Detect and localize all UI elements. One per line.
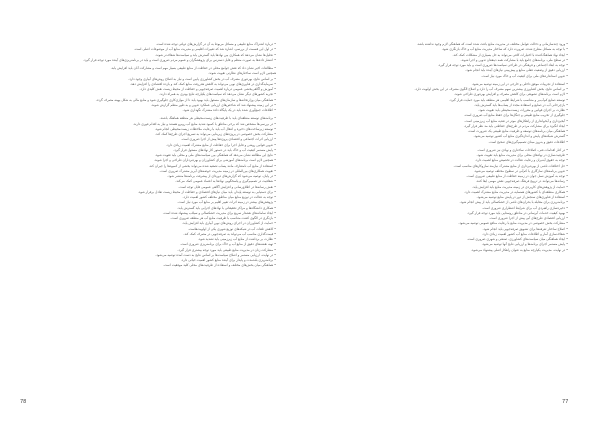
text-line: • هماهنگی میان بخش‌های مختلف و استفاده از ظرفیت‌های محلی کلید موفقیت است. [163, 263, 276, 268]
text-line: • در بررسی‌ها مشخص شد که برخی مناطق با کمبود شدید منابع آب روبرو هستند و نیاز به اقدام فوری دارند. [132, 121, 276, 126]
text-line: • پژوهش‌های بیشتر در زمینه اثرات تغییر اقلیم بر منابع آب مورد نیاز است. [177, 200, 276, 205]
left-page-number: 78 [20, 399, 27, 405]
text-line: • تدوین برنامه‌های سازگاری با کم‌آبی در سطوح مختلف توصیه می‌شود. [473, 168, 568, 173]
text-line: • نتایج این مطالعه نشان می‌دهد که هماهنگی بین سیاست‌های ملی و محلی باید تقویت شود. [154, 153, 276, 157]
right-page-number: 77 [562, 399, 569, 405]
text-line: همچنین لازم است ساختارهای نظارتی تقویت شوند. [208, 71, 276, 76]
text-line: • آموزش و آگاهی‌بخشی عمومی درباره اهمیت صرفه‌جویی و حفاظت از محیط زیست نقش کلیدی دارد. [139, 87, 276, 91]
text-line: • تقویت همکاری‌های بین‌المللی در زمینه مدیریت حوضه‌های آبریز مشترک ضروری است. [159, 168, 276, 173]
text-line: • بازچرخانی آب در صنایع و استفاده مجدد از پساب‌ها باید گسترش یابد. [474, 102, 568, 107]
text-line: • توجه به حقوق آبه‌بران و رعایت عدالت در تخصیص منابع اهمیت دارد. [475, 158, 568, 163]
text-line: • تحلیل‌ها نشان می‌دهد که همکاری بین نهادها باید گسترش یابد و سیاست‌ها شفاف‌تر شوند. [155, 52, 276, 57]
right-page-text [328, 42, 568, 382]
text-line: • ارزیابی اثرات اجتماعی و اقتصادی پروژه‌ها پیش از اجرا ضروری است. [180, 137, 276, 142]
text-line: • اطلاعات جمع‌آوری شده باید در یک پایگاه داده مشترک نگهداری شود. [182, 108, 276, 112]
text-line: • نقش رسانه‌ها در اطلاع‌رسانی و افزایش آگاهی عمومی قابل توجه است. [178, 184, 276, 189]
text-line: • مشارکت بخش خصوصی در پروژه‌های زیربنایی می‌تواند به تسریع اجرای طرح‌ها کمک کند. [155, 132, 276, 136]
text-line: • بر اساس نتایج، بخش کشاورزی بیشترین سهم مصرف آب را دارد و اصلاح الگوی مصرف در این بخش اولویت دارد. [414, 87, 568, 91]
text-line: • تجربه کشورهای دیگر نشان می‌دهد که سیاست‌های یکپارچه نتایج بهتری به همراه دارند. [159, 92, 276, 97]
left-page-text [38, 42, 276, 382]
text-line: • با توجه به مسائل مطرح شده، ضرورت دارد که ساختار مدیریت منابع آب و خاک بازنگری شود. [441, 47, 568, 52]
text-line: • ارزیابی دقیق از وضعیت فعلی منابع و پیش‌بینی نیازهای آینده باید انجام شود. [465, 68, 568, 73]
text-line: • در این زمینه پیشنهاد شد که شاخص‌های ارزیابی عملکرد تدوین و به طور منظم گزارش شوند. [150, 102, 276, 107]
text-line: • ایجاد انگیزه برای مشارکت مردم در طرح‌های حفاظتی باید مد نظر قرار گیرد. [463, 123, 568, 128]
text-line: • ظرفیت‌سازی در نهادهای محلی برای مدیریت منابع باید تقویت شود. [476, 153, 568, 157]
text-line: • استفاده از تجربیات موفق داخلی و خارجی در این زمینه توصیه می‌شود. [471, 81, 568, 86]
text-line: • کاهش تلفات آب در شبکه‌های توزیع شهری یکی از اولویت‌هاست. [187, 226, 276, 231]
text-line: • برنامه‌ریزی بلندمدت و پایدار برای آینده منابع کشور اهمیت حیاتی دارد. [180, 258, 276, 262]
text-line: • در اول این قسمت از بررسی، اشاره شد که تغییرات اقلیمی و مدیریت منابع آب از موضوعات اصلی است. [133, 47, 276, 52]
text-line: • ایجاد هماهنگی میان سیاست‌های کشاورزی، صنعتی و شهری ضروری است. [466, 237, 568, 241]
text-line: • هماهنگی میان برنامه‌های توسعه و ظرفیت منابع طبیعی یک ضرورت است. [467, 129, 568, 133]
text-line: • پایش مستمر کیفیت آب و خاک باید در دستور کار نهادهای مسئول قرار گیرد. [173, 147, 276, 152]
text-line: • اطلاعات دقیق و به‌روز مبنای تصمیم‌گیری‌های صحیح است. [488, 139, 568, 144]
text-line: • جلوگیری از تخریب منابع طبیعی و جنگل‌ها برای حفظ منابع آب ضروری است. [463, 113, 568, 118]
text-line: • نظارت بر اجرای قوانین و مقررات زیست‌محیطی باید تقویت شود. [478, 108, 568, 112]
text-line: • بازنگری در الگوی کشت متناسب با ظرفیت منابع آب هر منطقه ضروری است. [170, 216, 276, 220]
text-line: • شفاف‌سازی آمار و اطلاعات منابع آب کشور اهمیت زیادی دارد. [482, 231, 568, 236]
text-line: • برنامه‌ریزی برای مقابله با بحران‌های ناشی از خشکسالی باید از پیش انجام شود. [459, 200, 568, 205]
text-line: • قیمت‌گذاری مناسب آب می‌تواند به صرفه‌جویی در مصرف کمک کند. [183, 231, 276, 236]
text-line: • نظارت بر برداشت از منابع آب زیرزمینی باید تشدید شود. [197, 237, 276, 241]
text-line: • تدوین استانداردهای ملی برای کیفیت آب و خاک مورد نیاز است. [481, 73, 568, 78]
text-line: • تهیه نقشه‌های دقیق از منابع آب و خاک برای برنامه‌ریزی ضروری است. [179, 242, 276, 247]
text-line: • هماهنگی میان وزارتخانه‌ها و سازمان‌های مسئول باید بهبود یابد تا از موازی‌کاری جلوگیری شود و منابع مالی به شکل بهینه مصرف گردد. [95, 97, 276, 102]
text-line: • انتشار داده‌ها به صورت منظم و قابل دسترس برای پژوهشگران و عموم مردم ضروری است و باید در برنامه‌ریزی‌های آینده مورد توجه قرار گیرد. [83, 57, 276, 62]
text-line: • برنامه‌های توسعه منطقه‌ای باید با ظرفیت‌های زیست‌محیطی هر منطقه هماهنگ باشند. [159, 116, 276, 121]
text-line: • توجه به عدالت در توزیع منابع میان مناطق مختلف کشور اهمیت دارد. [182, 195, 276, 199]
text-line: • استفاده از فناوری‌های سنجش از دور در پایش منابع توصیه می‌شود. [476, 195, 568, 199]
text-line: • در سطح ملی، برنامه‌های جامع باید با مشارکت همه ذینفعان تدوین و اجرا شوند. [460, 57, 568, 62]
text-line: • لازم است برنامه‌های تشویقی برای کاهش مصرف و افزایش بهره‌وری طراحی شوند. [453, 92, 568, 97]
text-line: • پایش مستمر اجرای برنامه‌ها و ارزیابی نتایج آنها توصیه می‌شود. [481, 242, 568, 247]
text-line: • بر اساس نتایج، بهره‌وری مصرف آب در بخش کشاورزی پایین است و نیاز به اصلاح روش‌های آبیاری وجود دارد. [128, 76, 276, 81]
text-line: • اصلاح ساختار تعرفه‌ها برای تشویق صرفه‌جویی باید انجام شود. [482, 226, 568, 231]
text-line: • ایجاد سامانه‌های هشدار سریع برای مدیریت خشکسالی و سیلاب پیشنهاد شده است. [162, 210, 276, 215]
text-line: • ایجاد نهاد هماهنگ‌کننده با اختیارات کافی می‌تواند به حل بسیاری از مشکلات کمک کند. [452, 52, 568, 57]
text-line: • همچنین لازم است برنامه‌های آموزشی برای کشاورزان و بهره‌برداران طراحی و اجرا شوند. [153, 158, 276, 163]
text-line: • شفافیت در تصمیم‌گیری و پاسخگویی نهادها به اعتماد عمومی کمک می‌کند. [175, 179, 276, 184]
text-line: • در پایان، توصیه می‌شود که گزارش‌های دوره‌ای از پیشرفت برنامه‌ها منتشر شود. [167, 174, 276, 178]
text-line: • در نهایت، مدیریت یکپارچه منابع به عنوان راهکار اصلی پیشنهاد می‌شود. [470, 247, 568, 252]
right-page [300, 0, 600, 424]
text-line: • درباره اشتراک منابع طبیعی و مسائل مربوط به آن در گزارش‌های دولتی توجه شده است. [155, 42, 276, 46]
text-line: • حمایت از پژوهش‌های کاربردی در زمینه مدیریت منابع باید افزایش یابد. [472, 184, 568, 189]
text-line: • برای دستیابی به توسعه پایدار، باید میان نیازهای اقتصادی و حفاظت از محیط زیست تعادل برقرار شود. [137, 189, 276, 194]
text-line: • تدوین قوانین روشن و قابل اجرا برای حفاظت از منابع مشترک اهمیت زیادی دارد. [166, 142, 276, 147]
text-line: • حمایت از کشاورزان در اجرای روش‌های نوین آبیاری باید افزایش یابد. [182, 221, 276, 226]
text-line: • توسعه زیرساخت‌های ذخیره و انتقال آب باید با رعایت ملاحظات زیست‌محیطی انجام شود. [154, 126, 276, 131]
text-line: • آبخیزداری و آبخوانداری از راهکارهای موثر در تغذیه منابع آب زیرزمینی است. [464, 118, 568, 123]
text-line: • در کنار اقدامات فنی، اصلاحات ساختاری و نهادی نیز ضروری است. [477, 147, 568, 152]
text-line: • توجه به آموزش نسل جوان در زمینه حفاظت از منابع طبیعی ضروری است. [466, 174, 568, 178]
text-line: • مطالعات اخیر نشان داد که نقش جوامع محلی در حفاظت از منابع طبیعی بسیار مهم است و مشارکت آنان باید افزایش یابد. [110, 66, 276, 70]
text-line: • ارزیابی اقتصادی طرح‌های آبی پیش از اجرا ضروری است. [489, 216, 568, 220]
text-line: • حل اختلافات ناشی از بهره‌برداری از منابع مشترک نیازمند سازوکارهای مناسب است. [453, 163, 568, 168]
text-line: • ذخیره‌سازی راهبردی آب برای شرایط اضطراری ضروری است. [482, 205, 568, 210]
text-line: • در نهایت، ارزیابی مستمر و اصلاح سیاست‌ها بر اساس نتایج به دست آمده توصیه می‌شود. [155, 252, 276, 257]
text-line: • استفاده از منابع آب نامتعارف مانند پساب تصفیه شده می‌تواند بخشی از کمبودها را جبران کند. [148, 163, 276, 168]
text-line: • همکاری منطقه‌ای با کشورهای همسایه در مدیریت منابع مشترک اهمیت دارد. [464, 189, 568, 194]
text-line: • توجه به ابعاد اجتماعی و فرهنگی در طراحی سیاست‌ها ضروری است و باید مورد توجه قرار گیرد. [437, 63, 568, 67]
text-line: • رسانه‌ها می‌توانند در ترویج فرهنگ صرفه‌جویی نقش مهمی ایفا کنند. [475, 179, 568, 184]
text-line: • بهبود کیفیت خدمات آبرسانی در مناطق روستایی باید مورد توجه قرار گیرد. [467, 210, 568, 215]
text-line: • گسترش شبکه‌های پایش و اندازه‌گیری منابع آب کشور توصیه می‌شود. [473, 134, 568, 139]
text-line: • مشارکت زنان در مدیریت منابع طبیعی باید مورد توجه بیشتری قرار گیرد. [177, 247, 276, 252]
text-line: • ورود چندسازمانی و دخالت عوامل مختلف در مدیریت منابع باعث شده است که هماهنگی لازم وجود نداشته باشد. [416, 42, 568, 46]
text-line: • همکاری دانشگاه‌ها و مراکز تحقیقاتی با نهادهای اجرایی باید گسترش یابد. [177, 205, 276, 210]
text-line: • مشارکت بخش خصوصی در مدیریت منابع با رعایت منافع عمومی توصیه می‌شود. [458, 221, 568, 226]
text-line: • سرمایه‌گذاری در فناوری‌های نوین می‌تواند به کاهش هدررفت منابع کمک کند و بازده اقتصادی را افزایش دهد. [129, 81, 276, 86]
text-line: • توسعه صنایع کم‌آب‌بر و متناسب با شرایط اقلیمی هر منطقه باید مورد حمایت قرار گیرد. [449, 97, 568, 102]
